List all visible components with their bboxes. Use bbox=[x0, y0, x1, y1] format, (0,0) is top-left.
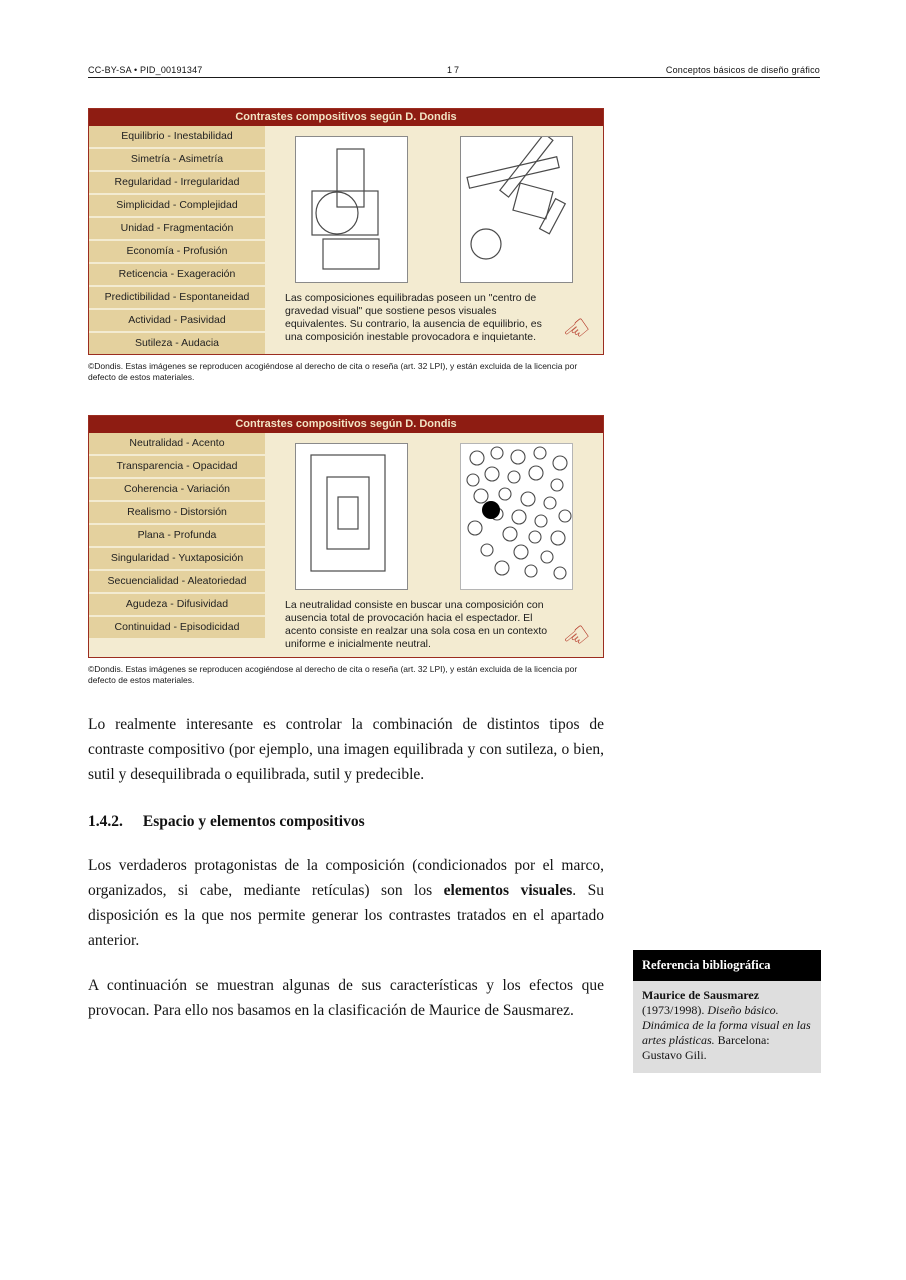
section-title: Espacio y elementos compositivos bbox=[142, 813, 365, 830]
caption-row bbox=[273, 292, 599, 352]
concentric-rectangles-diagram bbox=[295, 443, 408, 590]
contrast-pair-cell: Coherencia - Variación bbox=[89, 479, 265, 502]
contrast-pair-cell: Actividad - Pasividad bbox=[89, 310, 265, 333]
pointing-hand-icon: ☜ bbox=[556, 616, 599, 659]
balanced-composition-diagram bbox=[295, 136, 408, 283]
contrast-pair-cell: Continuidad - Episodicidad bbox=[89, 617, 265, 638]
contrast-pair-cell: Economía - Profusión bbox=[89, 241, 265, 264]
content-column bbox=[88, 108, 604, 1023]
contrast-pair-cell: Realismo - Distorsión bbox=[89, 502, 265, 525]
emphasized-term: elementos visuales bbox=[443, 882, 573, 899]
contrast-pair-cell: Simplicidad - Complejidad bbox=[89, 195, 265, 218]
paragraph-text: . Su disposición es la que nos permite generar los contrastes tratados en el apartado anterior. bbox=[88, 882, 604, 949]
unbalanced-composition-diagram bbox=[460, 136, 573, 283]
figure-copyright-note: ©Dondis. Estas imágenes se reproducen acogiéndose al derecho de cita o reseña (art. 32 LPI), y están excluida de la licencia por defecto de estos materiales. bbox=[88, 361, 578, 382]
contrast-pair-cell: Plana - Profunda bbox=[89, 525, 265, 548]
paragraph-text: Los verdaderos protagonistas de la composición (condicionados por el marco, organizados, si cabe, mediante retículas) son los bbox=[88, 857, 604, 899]
page-header bbox=[88, 65, 820, 78]
contrast-pair-cell: Neutralidad - Acento bbox=[89, 433, 265, 456]
contrast-pairs-list bbox=[89, 126, 265, 354]
figure-contrasts-2 bbox=[88, 415, 604, 658]
figure-caption: Las composiciones equilibradas poseen un "centro de gravedad visual" que sostiene pesos visuales equivalentes. Su contrario, la ausencia de equilibrio, es una composición inestable provocadora e inquietante. bbox=[285, 292, 542, 343]
reference-work-title: Diseño básico. Dinámica de la forma visual en las artes plásticas. bbox=[642, 1003, 811, 1047]
paragraph-sausmarez: A continuación se muestran algunas de sus características y los efectos que provocan. Para ello nos basamos en la clasificación de Maurice de Sausmarez. bbox=[88, 977, 604, 1019]
scattered-circles-diagram bbox=[460, 443, 573, 590]
figure-body bbox=[89, 433, 603, 657]
contrast-pair-cell: Sutileza - Audacia bbox=[89, 333, 265, 354]
section-number: 1.4.2. bbox=[88, 813, 123, 830]
header-license: CC-BY-SA • PID_00191347 bbox=[88, 65, 203, 75]
reference-citation bbox=[633, 981, 821, 1073]
reference-box-title: Referencia bibliográfica bbox=[633, 950, 821, 981]
paragraph-intro: Lo realmente interesante es controlar la combinación de distintos tipos de contraste compositivo (por ejemplo, una imagen equilibrada y con sutileza, o bien, sutil y desequilibrada o equilibrada, sutil y predecible. bbox=[88, 716, 604, 783]
reference-year: (1973/1998). bbox=[642, 1003, 708, 1017]
figure-illustration-panel bbox=[265, 126, 603, 354]
paragraph-elements bbox=[88, 853, 604, 953]
reference-publisher: Barcelona: Gustavo Gili. bbox=[642, 1033, 770, 1062]
contrast-pair-cell: Transparencia - Opacidad bbox=[89, 456, 265, 479]
contrast-pair-cell: Equilibrio - Inestabilidad bbox=[89, 126, 265, 149]
contrast-pair-cell: Secuencialidad - Aleatoriedad bbox=[89, 571, 265, 594]
figure-title: Contrastes compositivos según D. Dondis bbox=[89, 416, 603, 433]
figure-copyright-note: ©Dondis. Estas imágenes se reproducen acogiéndose al derecho de cita o reseña (art. 32 LPI), y están excluida de la licencia por defecto de estos materiales. bbox=[88, 664, 578, 685]
contrast-pair-cell: Regularidad - Irregularidad bbox=[89, 172, 265, 195]
figure-illustration-panel bbox=[265, 433, 603, 657]
contrast-pair-cell: Unidad - Fragmentación bbox=[89, 218, 265, 241]
pointing-hand-icon: ☜ bbox=[556, 309, 599, 352]
contrast-pair-cell: Simetría - Asimetría bbox=[89, 149, 265, 172]
contrast-pairs-list bbox=[89, 433, 265, 657]
contrast-pair-cell: Predictibilidad - Espontaneidad bbox=[89, 287, 265, 310]
caption-row bbox=[273, 599, 599, 659]
figure-caption: La neutralidad consiste en buscar una composición con ausencia total de provocación hacia el espectador. El acento consiste en realzar una sola cosa en un contexto uniforme e inicialmente neutral. bbox=[285, 599, 548, 650]
page-number: 17 bbox=[446, 65, 462, 75]
contrast-pair-cell: Reticencia - Exageración bbox=[89, 264, 265, 287]
diagram-row bbox=[273, 443, 595, 590]
contrast-pair-cell: Agudeza - Difusividad bbox=[89, 594, 265, 617]
section-heading bbox=[88, 813, 604, 831]
diagram-row bbox=[273, 136, 595, 283]
bibliographic-reference-box bbox=[633, 950, 821, 1073]
figure-title: Contrastes compositivos según D. Dondis bbox=[89, 109, 603, 126]
contrast-pair-cell: Singularidad - Yuxtaposición bbox=[89, 548, 265, 571]
figure-contrasts-1 bbox=[88, 108, 604, 355]
reference-author: Maurice de Sausmarez bbox=[642, 988, 760, 1002]
header-doc-title: Conceptos básicos de diseño gráfico bbox=[665, 65, 820, 75]
figure-body bbox=[89, 126, 603, 354]
